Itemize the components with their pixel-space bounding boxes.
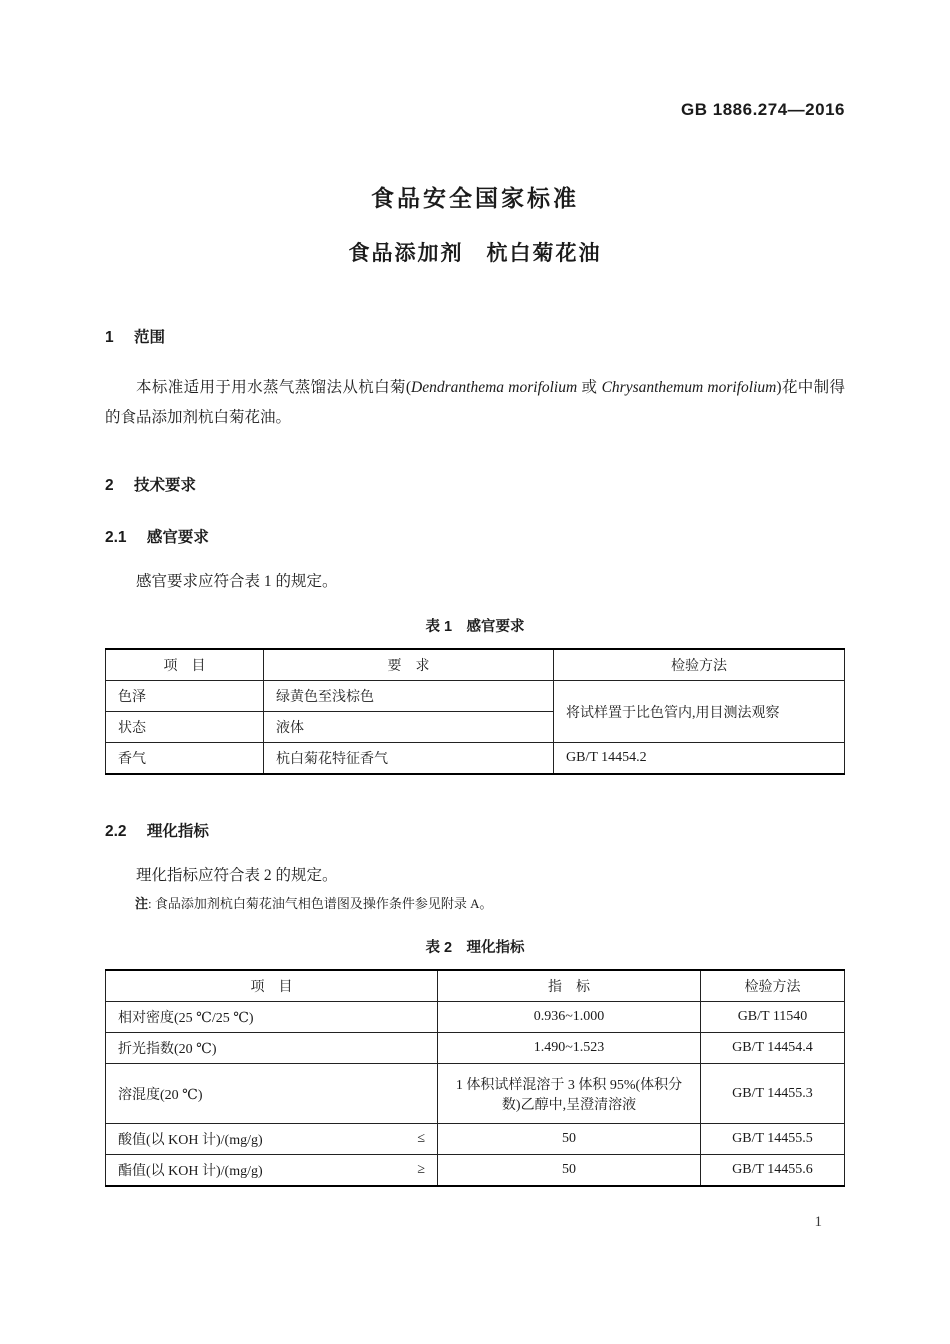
table-row (106, 743, 845, 775)
item-with-symbol (118, 1084, 425, 1104)
note-label: 注 (135, 896, 149, 912)
table-2-header-row (106, 970, 845, 1002)
item-with-symbol (118, 1007, 425, 1027)
item-label: 相对密度(25 ℃/25 ℃) (118, 1011, 254, 1027)
table-row (106, 1002, 845, 1033)
table-2-cell-item-3 (106, 1124, 438, 1155)
sensory-lead-paragraph: 感官要求应符合表 1 的规定。 (136, 573, 338, 591)
section-2-1-number: 2.1 (105, 529, 127, 547)
table-row (106, 1064, 845, 1124)
table-1-cell-item-0: 色泽 (106, 681, 264, 712)
table-1-cell-item-1: 状态 (106, 712, 264, 743)
table-2-cell-item-1 (106, 1033, 438, 1064)
note-text: : 食品添加剂杭白菊花油气相色谱图及操作条件参见附录 A。 (148, 896, 493, 912)
table-2-cell-item-4 (106, 1155, 438, 1187)
item-label: 酸值(以 KOH 计)/(mg/g) (118, 1133, 263, 1149)
item-label: 折光指数(20 ℃) (118, 1042, 217, 1058)
document-title: 食品安全国家标准 (371, 185, 579, 211)
table-2-cell-value-4: 50 (438, 1155, 701, 1187)
physchem-lead-paragraph: 理化指标应符合表 2 的规定。 (136, 867, 338, 885)
table-row (106, 681, 845, 712)
table-1-caption: 表 1 感官要求 (425, 619, 525, 636)
table-2-cell-value-2: 1 体积试样混溶于 3 体积 95%(体积分数)乙醇中,呈澄清溶液 (438, 1064, 701, 1124)
document-content (105, 0, 845, 1187)
comparison-symbol: ≤ (417, 1131, 425, 1147)
table-2-cell-value-1: 1.490~1.523 (438, 1033, 701, 1064)
table-2-cell-method-3: GB/T 14455.5 (701, 1124, 845, 1155)
section-1-heading (105, 325, 845, 347)
latin-name-1: Dendranthema morifolium (411, 379, 578, 396)
section-2-1-heading (105, 525, 845, 547)
section-2-title: 技术要求 (133, 477, 196, 495)
table-1-header-item: 项 目 (106, 649, 264, 681)
table-2-header-item: 项 目 (106, 970, 438, 1002)
item-with-symbol (118, 1129, 425, 1149)
table-2-cell-item-2 (106, 1064, 438, 1124)
table-2-header-index: 指 标 (438, 970, 701, 1002)
scope-text-3: )花中制得的食品添加剂杭白菊花油。 (105, 379, 845, 427)
table-2-cell-item-0 (106, 1002, 438, 1033)
item-with-symbol (118, 1160, 425, 1180)
standard-code: GB 1886.274—2016 (681, 100, 845, 119)
section-2-heading (105, 473, 845, 495)
scope-paragraph (105, 373, 845, 433)
table-1-header-requirement: 要 求 (264, 649, 554, 681)
item-label: 酯值(以 KOH 计)/(mg/g) (118, 1164, 263, 1180)
table-1-cell-requirement-0: 绿黄色至浅棕色 (264, 681, 554, 712)
scope-text-2: 或 (577, 379, 602, 396)
latin-name-2: Chrysanthemum morifolium (601, 379, 777, 396)
table-2-cell-method-4: GB/T 14455.6 (701, 1155, 845, 1187)
table-row (106, 1155, 845, 1187)
section-2-2-number: 2.2 (105, 823, 127, 841)
table-1-header-method: 检验方法 (554, 649, 845, 681)
table-2-caption: 表 2 理化指标 (425, 940, 525, 957)
table-2-cell-method-1: GB/T 14454.4 (701, 1033, 845, 1064)
table-2-cell-method-2: GB/T 14455.3 (701, 1064, 845, 1124)
scope-text-1: 本标准适用于用水蒸气蒸馏法从杭白菊( (136, 379, 412, 396)
table-row (106, 1124, 845, 1155)
section-2-2-heading (105, 819, 845, 841)
section-2-2-title: 理化指标 (146, 823, 209, 841)
table-1-cell-method-merged: 将试样置于比色管内,用目测法观察 (554, 681, 845, 743)
document-subtitle: 食品添加剂 杭白菊花油 (348, 242, 602, 265)
table-1-cell-requirement-1: 液体 (264, 712, 554, 743)
section-1-title: 范围 (133, 329, 165, 346)
section-2-1-title: 感官要求 (146, 529, 209, 547)
section-1-number: 1 (105, 329, 114, 346)
table-2-physchem (105, 969, 845, 1187)
section-2-number: 2 (105, 477, 114, 495)
item-with-symbol (118, 1038, 425, 1058)
table-1-header-row (106, 649, 845, 681)
table-1-cell-requirement-2: 杭白菊花特征香气 (264, 743, 554, 775)
table-2-cell-value-3: 50 (438, 1124, 701, 1155)
item-label: 溶混度(20 ℃) (118, 1087, 203, 1103)
table-2-cell-value-0: 0.936~1.000 (438, 1002, 701, 1033)
table-2-cell-method-0: GB/T 11540 (701, 1002, 845, 1033)
page-number: 1 (814, 1214, 822, 1230)
table-2-header-method: 检验方法 (701, 970, 845, 1002)
table-1-cell-item-2: 香气 (106, 743, 264, 775)
note-line (105, 893, 845, 912)
table-row (106, 1033, 845, 1064)
table-1-sensory (105, 648, 845, 775)
table-1-cell-method-2: GB/T 14454.2 (554, 743, 845, 775)
comparison-symbol: ≥ (417, 1162, 425, 1178)
